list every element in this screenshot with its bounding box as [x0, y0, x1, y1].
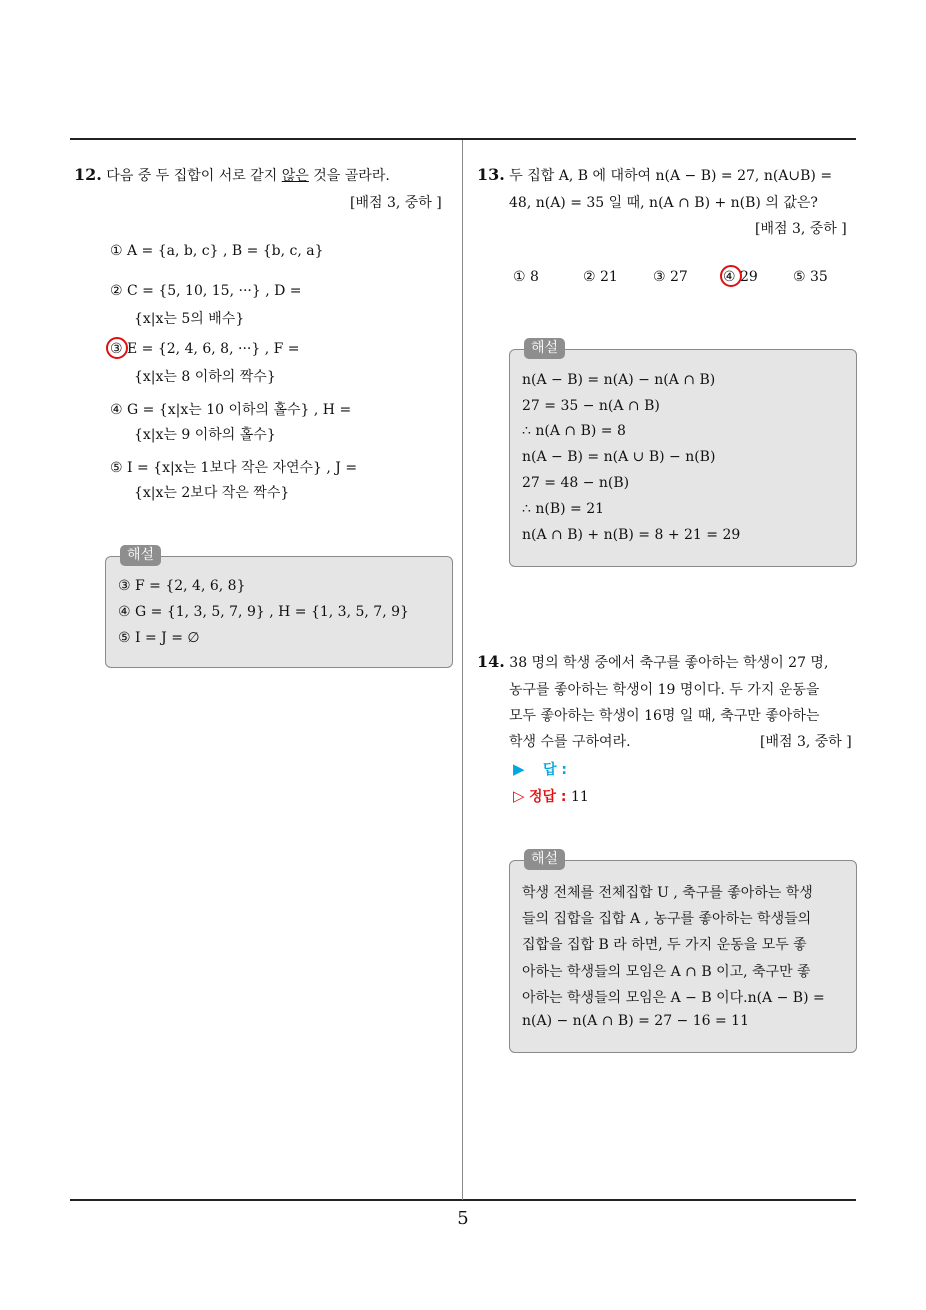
q14-score: [배점 3, 중하 ] [760, 734, 852, 750]
q14-number: 14. [477, 652, 505, 671]
q13-solution-line-6: ∴ n(B) = 21 [522, 501, 605, 517]
q13-choice-1[interactable]: ① 8 [513, 269, 539, 285]
q14-solution-line-3: 집합을 집합 B 라 하면, 두 가지 운동을 모두 좋 [522, 937, 807, 953]
q14-answer-row [513, 759, 691, 779]
q14-solution-line-1: 학생 전체를 전체집합 U , 축구를 좋아하는 학생 [522, 885, 813, 901]
q12-choice-4[interactable]: ④ G = {x|x는 10 이하의 홀수} , H = [110, 402, 352, 418]
q14-solution-line-4: 아하는 학생들의 모임은 A ∩ B 이고, 축구만 좋 [522, 964, 811, 980]
top-rule [70, 138, 856, 140]
q12-choice-2[interactable]: ② C = {5, 10, 15, ···} , D = [110, 283, 302, 299]
q12-solution-tag: 해설 [120, 545, 161, 566]
q12-number: 12. [74, 165, 102, 184]
q14-correct-label: 정답 : [529, 789, 567, 805]
q12-choice-2-cont: {x|x는 5의 배수} [134, 311, 245, 327]
q12-text-post: 것을 골라라. [308, 168, 390, 184]
q13-solution-line-2: 27 = 35 − n(A ∩ B) [522, 398, 660, 414]
q14-stem-line-1 [477, 652, 828, 672]
q12-solution-line-1: ③ F = {2, 4, 6, 8} [118, 578, 246, 594]
q13-choice-3[interactable]: ③ 27 [653, 269, 688, 285]
q14-stem-line-3: 모두 좋아하는 학생이 16명 일 때, 축구만 좋아하는 [509, 708, 820, 724]
page-number: 5 [457, 1208, 469, 1229]
q12-score: [배점 3, 중하 ] [350, 195, 442, 211]
q14-answer-label: 답 : [543, 762, 567, 778]
q14-solution-line-5: 아하는 학생들의 모임은 A − B 이다.n(A − B) = [522, 990, 825, 1006]
q14-text-line-1: 38 명의 학생 중에서 축구를 좋아하는 학생이 27 명, [509, 655, 829, 671]
q13-solution-line-7: n(A ∩ B) + n(B) = 8 + 21 = 29 [522, 527, 741, 543]
q13-solution-line-3: ∴ n(A ∩ B) = 8 [522, 423, 626, 439]
q14-stem-line-2: 농구를 좋아하는 학생이 19 명이다. 두 가지 운동을 [509, 682, 820, 698]
q14-correct-row [513, 786, 589, 806]
q12-choice-5-cont: {x|x는 2보다 작은 짝수} [134, 485, 290, 501]
q12-solution-line-2: ④ G = {1, 3, 5, 7, 9} , H = {1, 3, 5, 7, 9} [118, 604, 409, 620]
q13-choice-2[interactable]: ② 21 [583, 269, 618, 285]
q12-text-pre: 다음 중 두 집합이 서로 같지 [106, 168, 282, 184]
q14-solution-line-6: n(A) − n(A ∩ B) = 27 − 16 = 11 [522, 1013, 749, 1029]
q13-choice-5[interactable]: ⑤ 35 [793, 269, 828, 285]
q12-marked-answer-circle [106, 337, 128, 359]
q12-text-underlined: 않은 [281, 168, 309, 184]
q12-stem [74, 165, 390, 185]
q14-correct-value: 11 [570, 789, 589, 805]
q13-choice-4[interactable]: ④ 29 [723, 269, 758, 285]
q12-choice-5[interactable]: ⑤ I = {x|x는 1보다 작은 자연수} , J = [110, 460, 358, 476]
column-divider [462, 140, 463, 1200]
q13-stem-line-2: 48, n(A) = 35 일 때, n(A ∩ B) + n(B) 의 값은? [509, 195, 818, 211]
q14-solution-tag: 해설 [524, 849, 565, 870]
correct-arrow-icon: ▷ [513, 787, 525, 805]
q13-solution-tag: 해설 [524, 338, 565, 359]
q12-choice-3[interactable]: ③ E = {2, 4, 6, 8, ···} , F = [110, 341, 300, 357]
bottom-rule [70, 1199, 856, 1201]
q13-marked-answer-circle [720, 265, 742, 287]
q12-choice-1[interactable]: ① A = {a, b, c} , B = {b, c, a} [110, 243, 324, 259]
q13-number: 13. [477, 165, 505, 184]
q13-text-line-1: 두 집합 A, B 에 대하여 n(A − B) = 27, n(A∪B) = [509, 168, 833, 184]
q13-solution-line-4: n(A − B) = n(A ∪ B) − n(B) [522, 449, 716, 465]
q12-solution-line-3: ⑤ I = J = ∅ [118, 630, 200, 646]
q14-solution-line-2: 들의 집합을 집합 A , 농구를 좋아하는 학생들의 [522, 911, 812, 927]
q13-solution-line-5: 27 = 48 − n(B) [522, 475, 630, 491]
q14-stem-line-4: 학생 수를 구하여라. [509, 734, 631, 750]
answer-arrow-icon: ▶ [513, 760, 525, 778]
q13-score: [배점 3, 중하 ] [755, 221, 847, 237]
q12-choice-4-cont: {x|x는 9 이하의 홀수} [134, 427, 276, 443]
q13-solution-line-1: n(A − B) = n(A) − n(A ∩ B) [522, 372, 716, 388]
q13-stem-line-1 [477, 165, 832, 185]
q12-choice-3-cont: {x|x는 8 이하의 짝수} [134, 369, 276, 385]
